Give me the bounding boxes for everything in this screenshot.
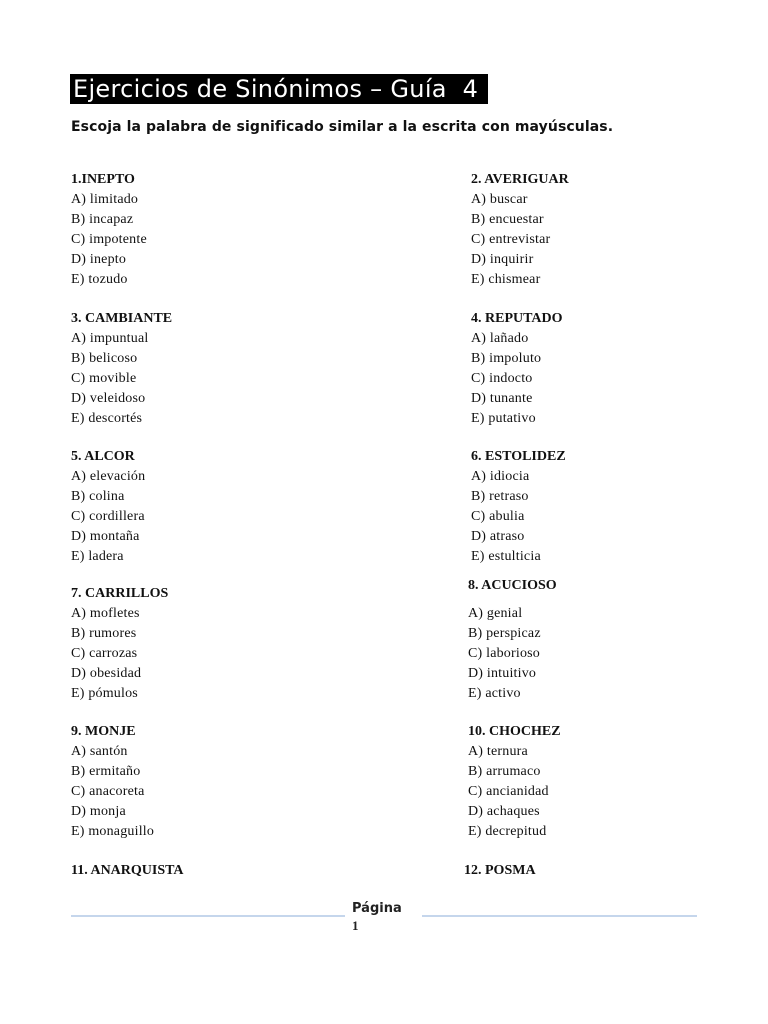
option-b: B) colina <box>71 489 125 504</box>
question-heading: 12. POSMA <box>464 863 536 878</box>
question-heading: 10. CHOCHEZ <box>468 724 561 739</box>
question-heading: 7. CARRILLOS <box>71 586 169 601</box>
question-heading: 2. AVERIGUAR <box>471 172 569 187</box>
page-label: Página <box>352 901 402 916</box>
question-3 <box>71 309 172 429</box>
option-e: E) monaguillo <box>71 824 155 839</box>
option-e: E) chismear <box>471 272 541 287</box>
question-1 <box>71 170 147 290</box>
question-heading: 5. ALCOR <box>71 449 135 464</box>
question-4 <box>471 309 563 429</box>
option-a: A) impuntual <box>71 331 149 346</box>
page-number <box>352 900 412 934</box>
option-d: D) achaques <box>468 804 540 819</box>
option-b: B) perspicaz <box>468 626 541 641</box>
footer-divider-left <box>71 915 345 917</box>
question-6 <box>471 447 566 567</box>
question-heading: 3. CAMBIANTE <box>71 311 173 326</box>
option-b: B) encuestar <box>471 212 544 227</box>
option-e: E) tozudo <box>71 272 128 287</box>
option-a: A) ternura <box>468 744 528 759</box>
option-b: B) belicoso <box>71 351 138 366</box>
option-c: C) anacoreta <box>71 784 145 799</box>
question-12 <box>464 861 536 881</box>
option-b: B) rumores <box>71 626 137 641</box>
option-e: E) putativo <box>471 411 536 426</box>
option-d: D) inepto <box>71 252 127 267</box>
question-11 <box>71 861 184 881</box>
page-number-value: 1 <box>352 918 359 933</box>
option-d: D) obesidad <box>71 666 142 681</box>
option-c: C) impotente <box>71 232 147 247</box>
option-a: A) genial <box>468 606 523 621</box>
option-d: D) monja <box>71 804 126 819</box>
question-heading: 9. MONJE <box>71 724 136 739</box>
option-e: E) activo <box>468 686 521 701</box>
option-d: D) montaña <box>71 529 140 544</box>
question-heading: 6. ESTOLIDEZ <box>471 449 566 464</box>
option-c: C) abulia <box>471 509 525 524</box>
question-8 <box>468 576 557 704</box>
option-b: B) incapaz <box>71 212 134 227</box>
option-e: E) descortés <box>71 411 143 426</box>
option-a: A) limitado <box>71 192 139 207</box>
question-2 <box>471 170 569 290</box>
option-c: C) cordillera <box>71 509 145 524</box>
question-heading: 1.INEPTO <box>71 172 135 187</box>
option-e: E) pómulos <box>71 686 138 701</box>
option-a: A) elevación <box>71 469 146 484</box>
option-d: D) intuitivo <box>468 666 537 681</box>
question-heading: 8. ACUCIOSO <box>468 578 557 593</box>
option-c: C) entrevistar <box>471 232 551 247</box>
option-c: C) movible <box>71 371 137 386</box>
option-a: A) idiocia <box>471 469 530 484</box>
option-e: E) estulticia <box>471 549 541 564</box>
option-d: D) veleidoso <box>71 391 146 406</box>
option-b: B) retraso <box>471 489 529 504</box>
option-d: D) atraso <box>471 529 525 544</box>
option-d: D) tunante <box>471 391 533 406</box>
option-c: C) carrozas <box>71 646 138 661</box>
option-a: A) lañado <box>471 331 529 346</box>
question-10 <box>468 722 561 842</box>
question-7 <box>71 584 168 704</box>
option-a: A) santón <box>71 744 128 759</box>
option-a: A) buscar <box>471 192 528 207</box>
option-d: D) inquirir <box>471 252 534 267</box>
option-b: B) impoluto <box>471 351 542 366</box>
option-c: C) ancianidad <box>468 784 549 799</box>
question-heading: 11. ANARQUISTA <box>71 863 184 878</box>
question-9 <box>71 722 154 842</box>
option-b: B) arrumaco <box>468 764 541 779</box>
option-c: C) laborioso <box>468 646 541 661</box>
option-c: C) indocto <box>471 371 533 386</box>
option-e: E) decrepitud <box>468 824 547 839</box>
question-heading: 4. REPUTADO <box>471 311 563 326</box>
instruction-text: Escoja la palabra de significado similar a la escrita con mayúsculas. <box>71 119 614 135</box>
option-b: B) ermitaño <box>71 764 141 779</box>
option-a: A) mofletes <box>71 606 140 621</box>
question-5 <box>71 447 145 567</box>
page-title: Ejercicios de Sinónimos – Guía 4 <box>70 74 488 104</box>
option-e: E) ladera <box>71 549 124 564</box>
footer-divider-right <box>422 915 697 917</box>
